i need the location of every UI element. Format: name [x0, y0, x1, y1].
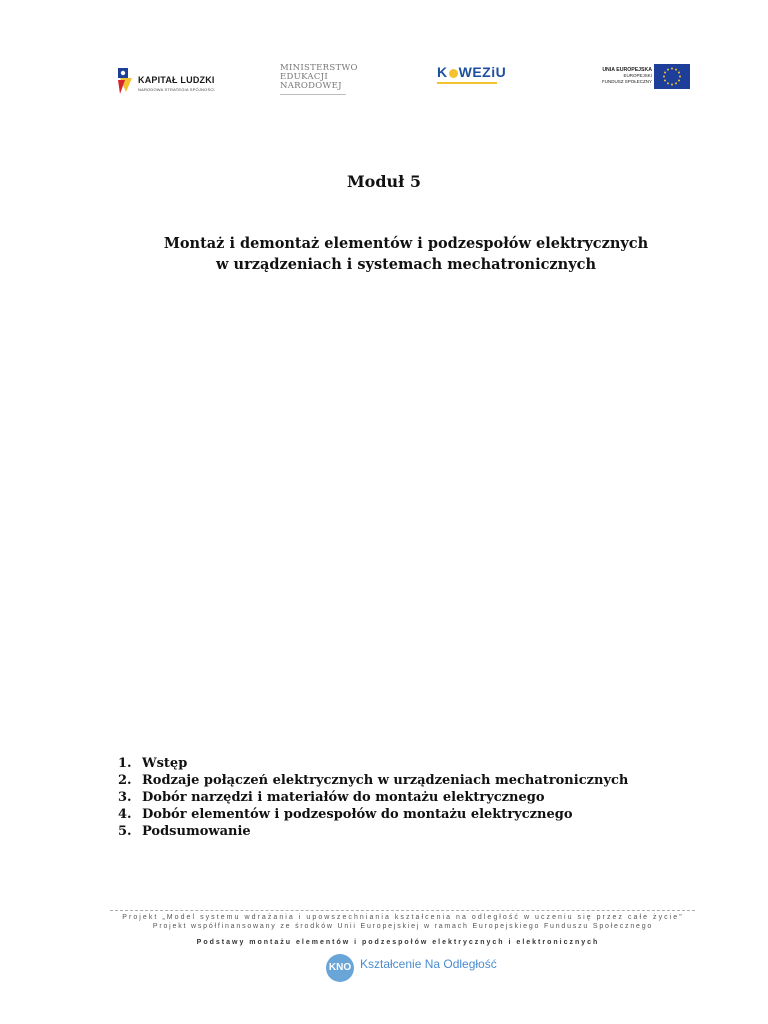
toc-item	[118, 755, 718, 772]
koweziu-logo	[437, 64, 509, 104]
eu-line-3: FUNDUSZ SPOŁECZNY	[601, 79, 652, 84]
footer-course-title: Podstawy montażu elementów i podzespołów elektrycznych i elektronicznych	[196, 939, 600, 946]
kapital-ludzki-subtitle: NARODOWA STRATEGIA SPÓJNOŚCI	[138, 87, 215, 92]
ministerstwo-line-3: NARODOWEJ	[280, 81, 342, 91]
footer-funding-line: Projekt współfinansowany ze środków Unii Europejskiej w ramach Europejskiego Funduszu Społecznego	[152, 923, 654, 930]
toc-item	[118, 772, 718, 789]
kapital-ludzki-logo	[116, 66, 226, 100]
toc-item-label: Wstęp	[142, 756, 188, 771]
ksztalcenie-na-odleglosc-logo	[322, 952, 497, 986]
toc-item-number: 4.	[118, 807, 132, 822]
toc-item-label: Dobór elementów i podzespołów do montażu elektrycznego	[142, 807, 573, 822]
kapital-ludzki-emblem-icon	[116, 66, 134, 96]
toc-item-number: 3.	[118, 790, 132, 805]
table-of-contents	[118, 755, 718, 840]
ministerstwo-rule	[280, 94, 346, 95]
eu-flag-icon	[654, 64, 690, 89]
logo-bar	[0, 58, 768, 108]
kno-mark-icon: KNO	[326, 954, 354, 982]
koweziu-title	[437, 64, 509, 80]
document-title	[0, 233, 768, 275]
eu-line-1: UNIA EUROPEJSKA	[602, 67, 652, 73]
kapital-ludzki-title: KAPITAŁ LUDZKI	[138, 75, 215, 85]
koweziu-subtitle-graphic	[437, 82, 509, 84]
koweziu-title-rest: WEZiU	[458, 64, 507, 80]
sun-icon	[449, 69, 458, 78]
toc-item-label: Podsumowanie	[142, 824, 251, 839]
ministerstwo-edukacji-logo	[280, 63, 358, 104]
ministerstwo-line-1: MINISTERSTWO	[280, 63, 358, 73]
eu-line-2: EUROPEJSKI	[623, 73, 652, 78]
kno-brand-name: Kształcenie Na Odległość	[360, 957, 497, 971]
toc-item	[118, 806, 718, 823]
toc-item	[118, 789, 718, 806]
document-title-line-1: Montaż i demontaż elementów i podzespołów elektrycznych	[163, 235, 649, 252]
document-title-line-2: w urządzeniach i systemach mechatronicznych	[216, 256, 596, 273]
toc-item-number: 2.	[118, 773, 132, 788]
toc-item	[118, 823, 718, 840]
toc-item-number: 1.	[118, 756, 132, 771]
unia-europejska-logo	[598, 64, 692, 94]
footer-divider	[110, 910, 695, 911]
footer-project-line: Projekt „Model systemu wdrażania i upowszechniania kształcenia na odległość w uczeniu się przez całe życie"	[122, 914, 684, 921]
module-number: Moduł 5	[346, 172, 422, 191]
koweziu-wave	[437, 82, 497, 84]
koweziu-title-k: K	[437, 64, 448, 80]
toc-item-number: 5.	[118, 824, 132, 839]
eu-text	[602, 67, 652, 85]
toc-item-label: Rodzaje połączeń elektrycznych w urządzeniach mechatronicznych	[142, 773, 629, 788]
ministerstwo-line-2: EDUKACJI	[280, 72, 328, 82]
toc-item-label: Dobór narzędzi i materiałów do montażu elektrycznego	[142, 790, 545, 805]
